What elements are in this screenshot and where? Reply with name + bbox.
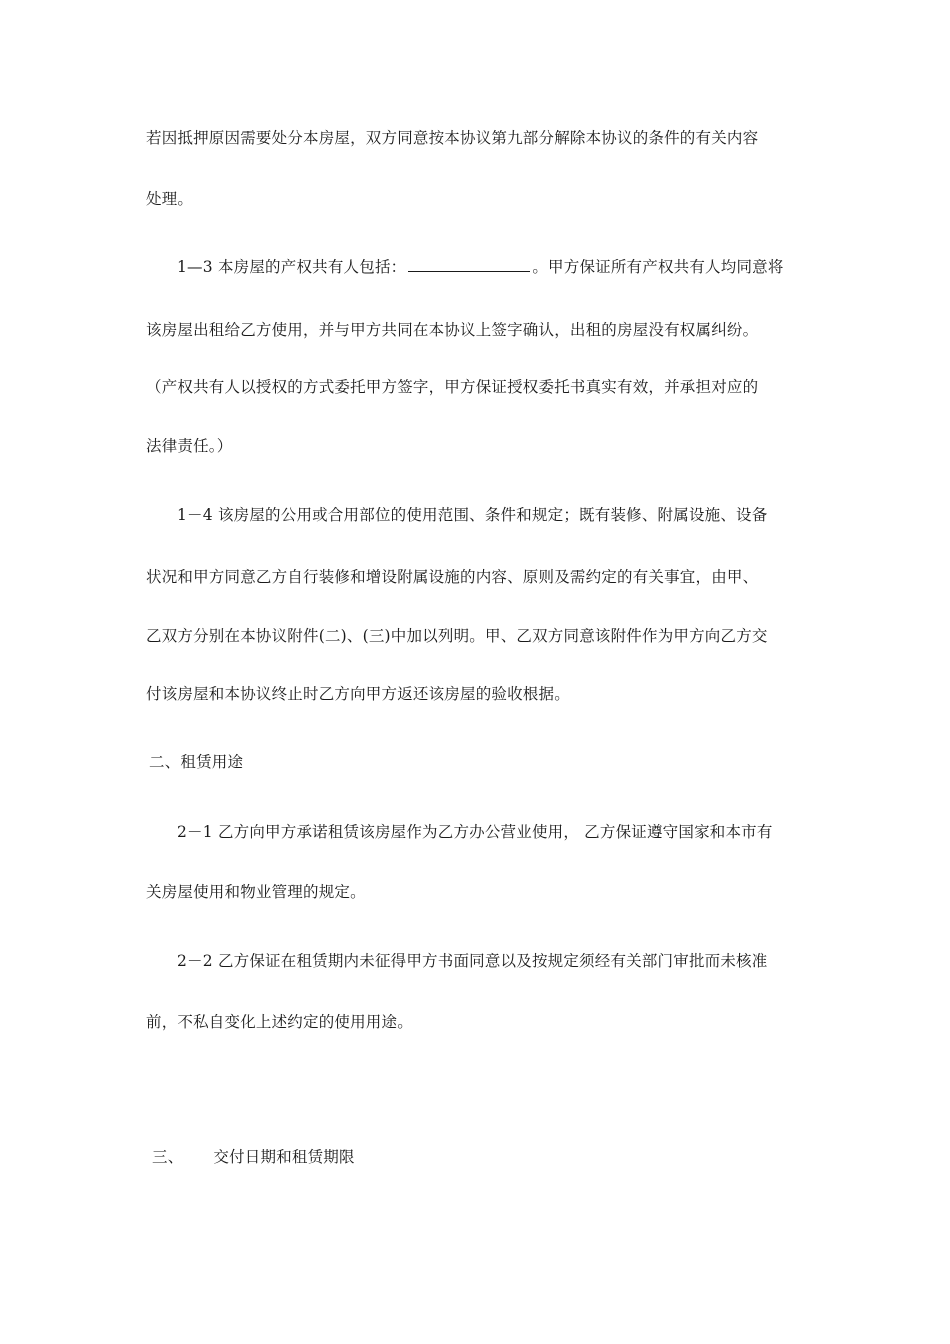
clause-1-3-line — [177, 257, 784, 277]
paragraph-line: 处理。 — [146, 190, 194, 208]
section-heading-2: 二、租赁用途 — [149, 753, 244, 771]
paragraph-line: 乙双方分别在本协议附件(二)、(三)中加以列明。甲、乙双方同意该附件作为甲方向乙方交 — [146, 627, 768, 645]
clause-1-4-line: 1－4 该房屋的公用或合用部位的使用范围、条件和规定；既有装修、附属设施、设备 — [177, 506, 768, 524]
section-heading-3 — [152, 1147, 355, 1167]
clause-2-2-line: 2－2 乙方保证在租赁期内未征得甲方书面同意以及按规定须经有关部门审批而未核准 — [177, 952, 768, 970]
fill-in-blank — [408, 257, 530, 272]
section-number: 三、 — [152, 1148, 184, 1166]
section-title: 交付日期和租赁期限 — [213, 1148, 355, 1166]
paragraph-line: 前，不私自变化上述约定的使用用途。 — [146, 1013, 413, 1031]
paragraph-line: 该房屋出租给乙方使用，并与甲方共同在本协议上签字确认，出租的房屋没有权属纠纷。 — [146, 321, 759, 339]
paragraph-line: 状况和甲方同意乙方自行装修和增设附属设施的内容、原则及需约定的有关事宜，由甲、 — [146, 568, 759, 586]
paragraph-line: 关房屋使用和物业管理的规定。 — [146, 883, 366, 901]
paragraph-line: 法律责任。） — [146, 437, 233, 455]
paragraph-line: 若因抵押原因需要处分本房屋，双方同意按本协议第九部分解除本协议的条件的有关内容 — [146, 129, 759, 147]
paragraph-line: （产权共有人以授权的方式委托甲方签字，甲方保证授权委托书真实有效，并承担对应的 — [146, 378, 759, 396]
clause-1-3-continued: 。甲方保证所有产权共有人均同意将 — [532, 258, 784, 276]
clause-2-1-line: 2－1 乙方向甲方承诺租赁该房屋作为乙方办公营业使用， 乙方保证遵守国家和本市有 — [177, 823, 773, 841]
clause-1-3-text: 1—3 本房屋的产权共有人包括： — [177, 258, 407, 276]
paragraph-line: 付该房屋和本协议终止时乙方向甲方返还该房屋的验收根据。 — [146, 685, 570, 703]
